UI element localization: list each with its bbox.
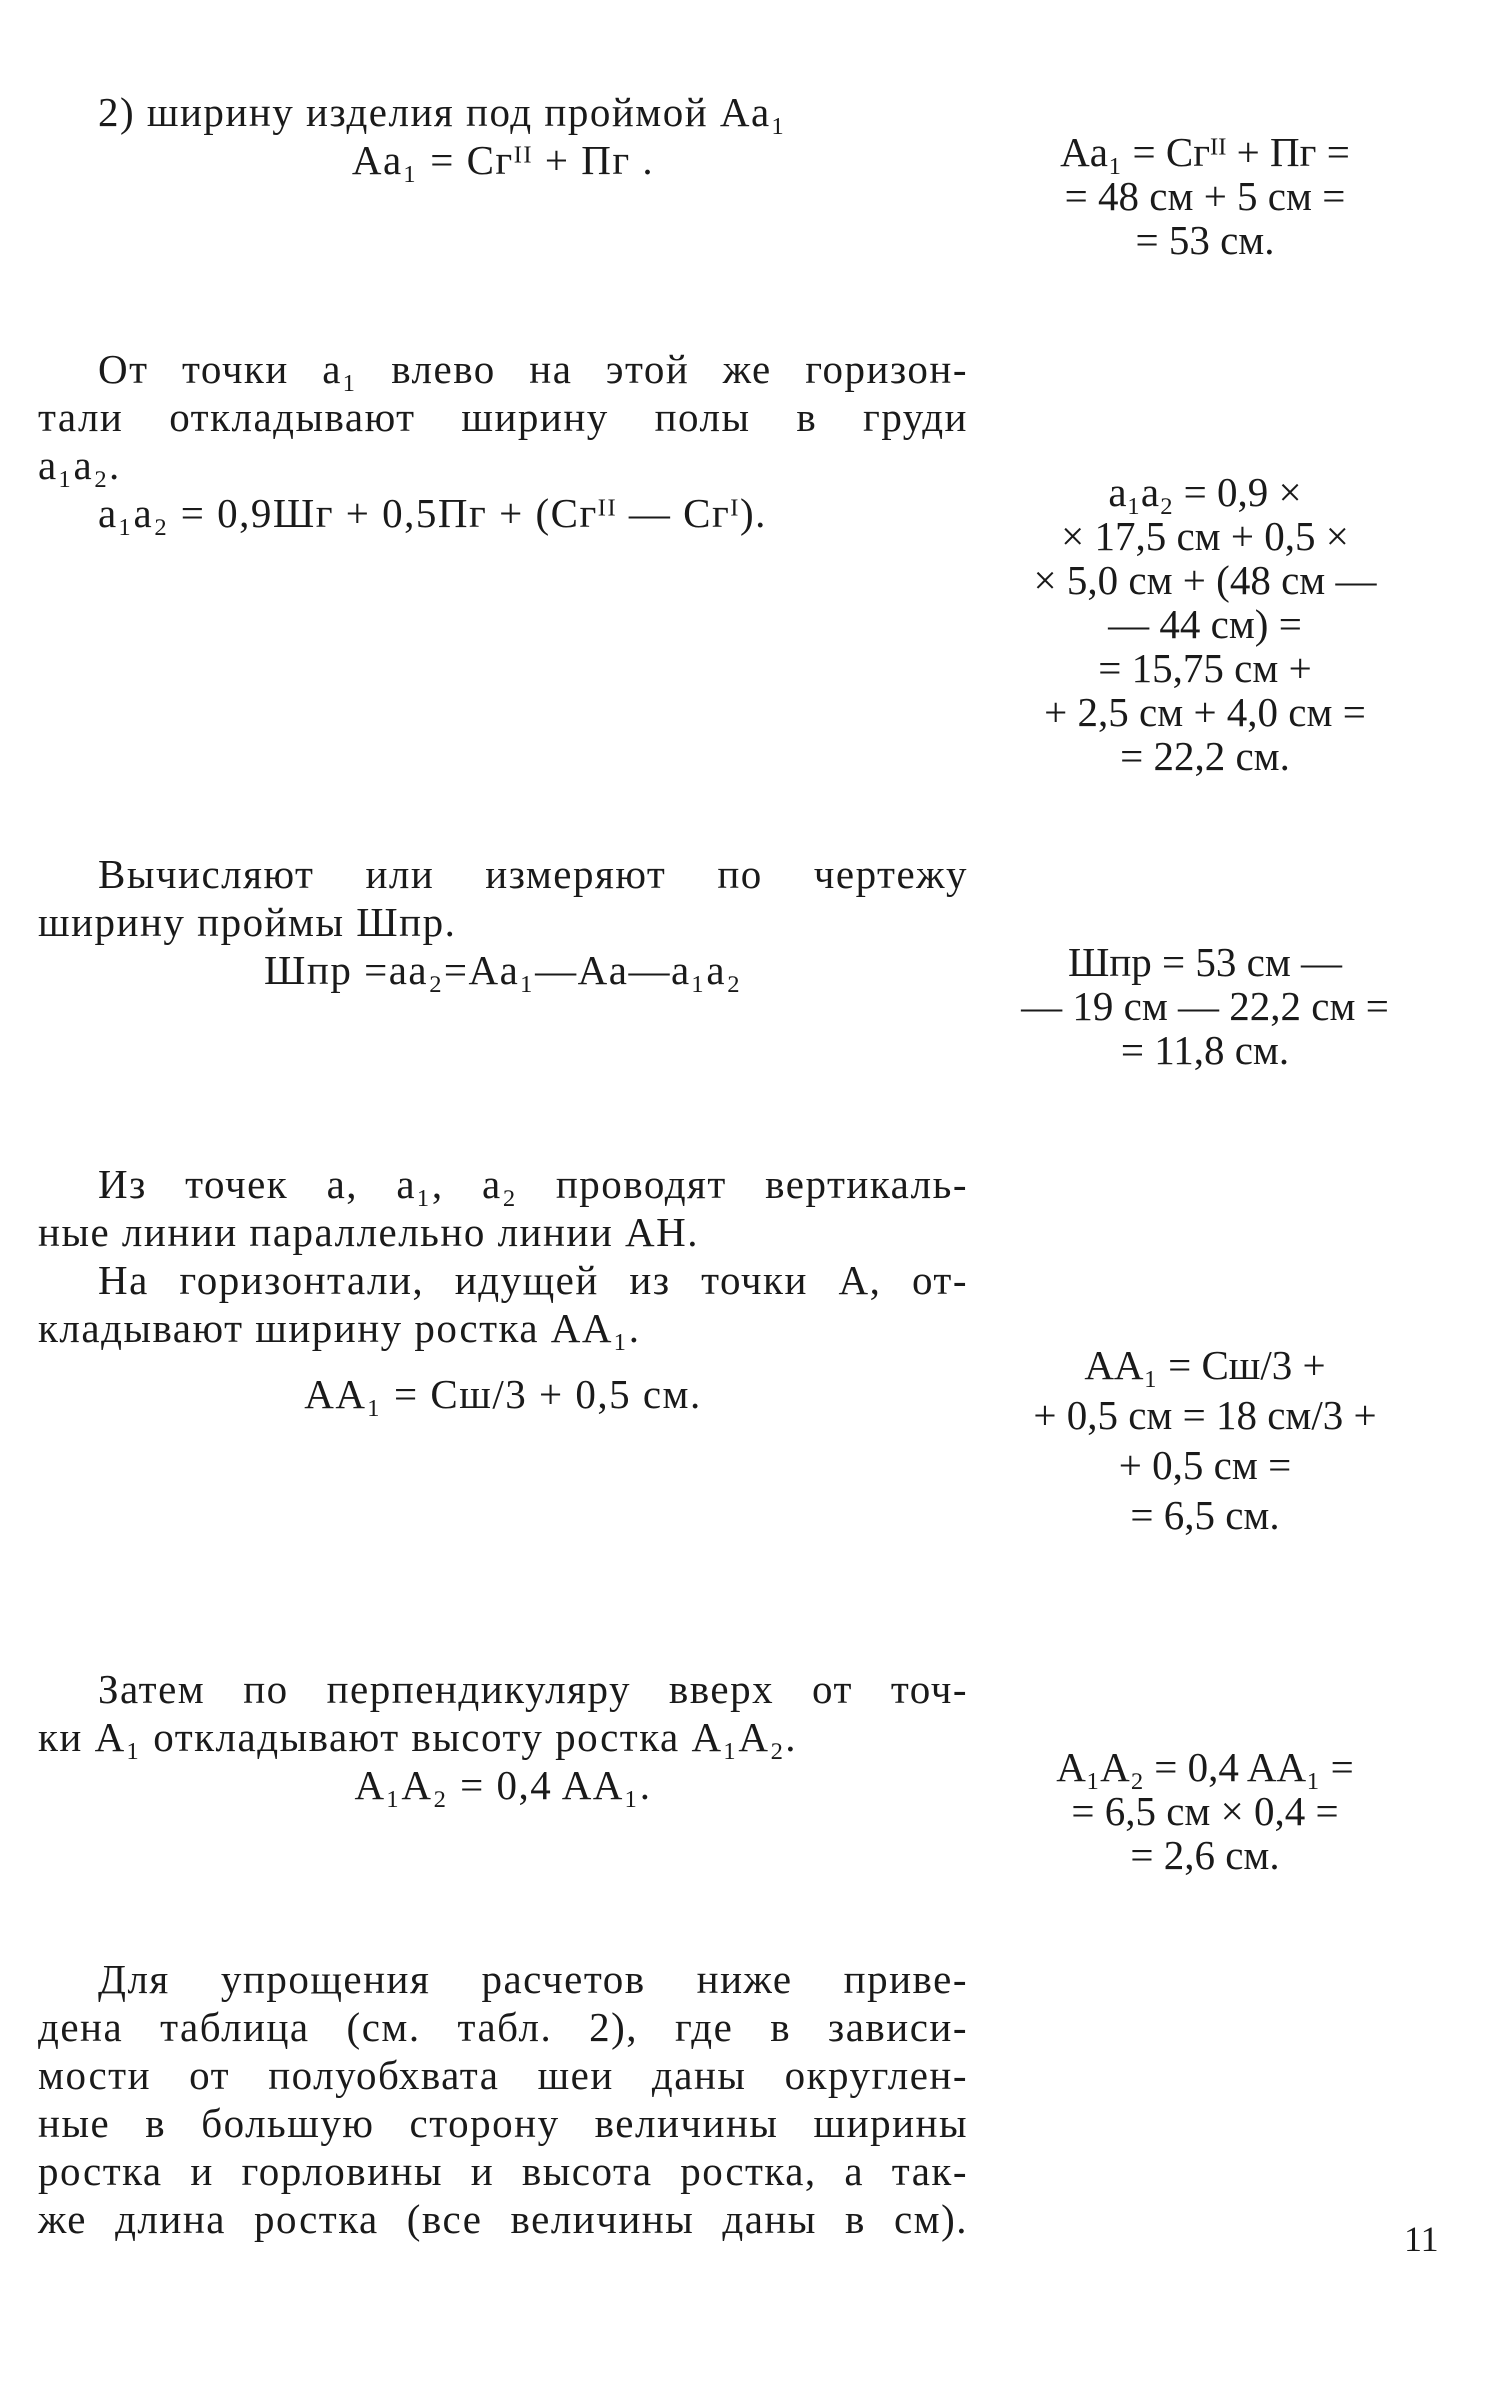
paragraph-chest-width xyxy=(38,345,968,537)
text-line: От точки a₁ влево на этой же горизон- xyxy=(98,346,968,392)
paragraph-neck-height xyxy=(38,1665,968,1809)
page-number: 11 xyxy=(1404,2219,1439,2259)
calc-line: + 0,5 см = 18 см/3 + xyxy=(1033,1392,1377,1438)
calculation-width-under-armhole xyxy=(985,130,1425,262)
calculation-neck-width xyxy=(985,1340,1425,1540)
paragraph-neck-width xyxy=(38,1160,968,1418)
calc-line: — 19 см — 22,2 см = xyxy=(1021,983,1389,1029)
calc-line: × 17,5 см + 0,5 × xyxy=(1061,513,1349,559)
calc-line: A₁A₂ = 0,4 AA₁ = xyxy=(1056,1744,1354,1790)
calc-line: = 6,5 см. xyxy=(1130,1492,1280,1538)
text-line: ширину проймы Шпр. xyxy=(38,899,457,945)
paragraph-width-under-armhole xyxy=(38,88,968,184)
calculation-neck-height xyxy=(985,1745,1425,1877)
text-line: ные в большую сторону величины ширины xyxy=(38,2100,968,2146)
calc-line: = 53 см. xyxy=(1135,217,1275,263)
calc-line: = 2,6 см. xyxy=(1130,1832,1280,1878)
calc-line: = 11,8 см. xyxy=(1120,1027,1290,1073)
calculation-armhole-width xyxy=(985,940,1425,1072)
formula: Шпр =aa₂=Aa₁—Aa—a₁a₂ xyxy=(264,947,742,993)
calc-line: + 2,5 см + 4,0 см = xyxy=(1044,689,1366,735)
calculation-chest-width xyxy=(985,470,1425,778)
text-line: ростка и горловины и высота ростка, а так- xyxy=(38,2148,968,2194)
text-line: же длина ростка (все величины даны в см). xyxy=(38,2196,968,2242)
text-line: ные линии параллельно линии AH. xyxy=(38,1209,700,1255)
paragraph-armhole-width xyxy=(38,850,968,994)
text-line: 2) ширину изделия под проймой Aa₁ xyxy=(98,89,787,135)
calc-line: = 22,2 см. xyxy=(1120,733,1290,779)
formula: a₁a₂ = 0,9Шг + 0,5Пг + (Cгᴵᴵ — Cгᴵ). xyxy=(98,490,767,536)
formula: A₁A₂ = 0,4 AA₁. xyxy=(354,1762,652,1808)
calc-line: — 44 см) = xyxy=(1108,601,1302,647)
formula: AA₁ = Cш/3 + 0,5 см. xyxy=(304,1371,702,1417)
text-line: мости от полуобхвата шеи даны округлен- xyxy=(38,2052,968,2098)
formula: Aa₁ = Cгᴵᴵ + Пг . xyxy=(351,137,655,183)
paragraph-table-note xyxy=(38,1955,968,2243)
calc-line: AA₁ = Cш/3 + xyxy=(1084,1342,1326,1388)
text-line: Вычисляют или измеряют по чертежу xyxy=(98,851,968,897)
text-line: На горизонтали, идущей из точки A, от- xyxy=(98,1257,968,1303)
text-line: кладывают ширину ростка AA₁. xyxy=(38,1305,641,1351)
calc-line: Шпр = 53 см — xyxy=(1067,939,1343,985)
calc-line: + 0,5 см = xyxy=(1118,1442,1292,1488)
text-line: тали откладывают ширину полы в груди xyxy=(38,394,968,440)
text-line: Из точек a, a₁, a₂ проводят вертикаль- xyxy=(98,1161,968,1207)
calc-line: Aa₁ = Cгᴵᴵ + Пг = xyxy=(1060,129,1350,175)
text-line: Для упрощения расчетов ниже приве- xyxy=(98,1956,968,2002)
text-line: a₁a₂. xyxy=(38,442,121,488)
text-line: Затем по перпендикуляру вверх от точ- xyxy=(98,1666,968,1712)
calc-line: = 48 см + 5 см = xyxy=(1064,173,1346,219)
calc-line: = 15,75 см + xyxy=(1098,645,1312,691)
text-line: дена таблица (см. табл. 2), где в зависи- xyxy=(38,2004,968,2050)
text-line: ки A₁ откладывают высоту ростка A₁A₂. xyxy=(38,1714,798,1760)
calc-line: = 6,5 см × 0,4 = xyxy=(1071,1788,1339,1834)
calc-line: a₁a₂ = 0,9 × xyxy=(1108,469,1302,515)
calc-line: × 5,0 см + (48 см — xyxy=(1033,557,1377,603)
